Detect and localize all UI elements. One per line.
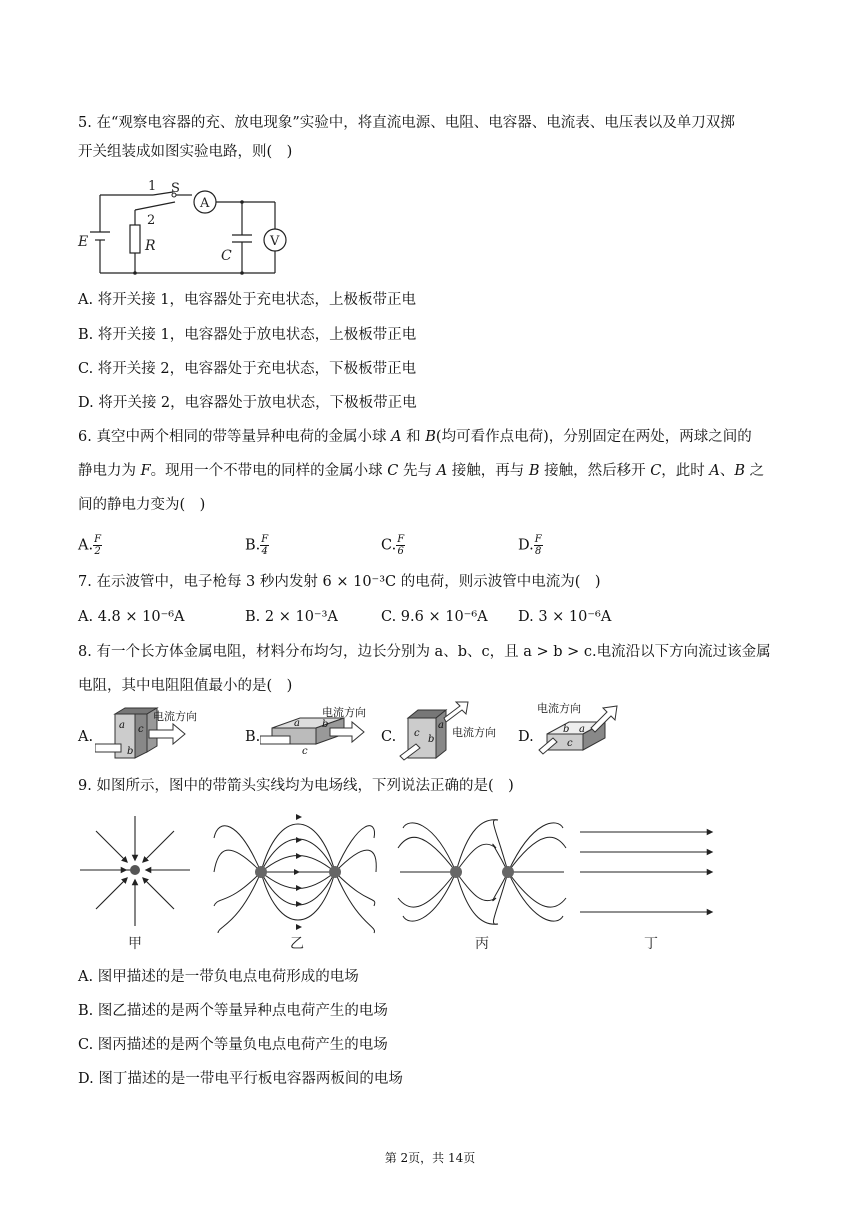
- q9-option-a: A. 图甲描述的是一带负电点电荷形成的电场: [78, 969, 359, 985]
- q5-stem-line2: 开关组装成如图实验电路，则( ): [78, 144, 293, 160]
- q8c-edge-b: b: [428, 734, 435, 745]
- q7-option-d: D. 3 × 10⁻⁶A: [518, 609, 612, 625]
- q8d-edge-a: a: [579, 724, 585, 735]
- q8d-edge-b: b: [563, 724, 570, 735]
- circuit-label-r: R: [145, 238, 156, 254]
- circuit-label-e: E: [78, 234, 89, 250]
- q8a-flow-label: 电流方向: [153, 710, 197, 723]
- circuit-label-1: 1: [148, 180, 157, 194]
- q6-stem-line1: 6. 真空中两个相同的带等量异种电荷的金属小球 A 和 B(均可看作点电荷)，分别固定在两处，两球之间的: [78, 429, 752, 445]
- fig-label-ding: 丁: [644, 936, 658, 952]
- page-footer: 第 2页，共 14页: [384, 1151, 476, 1165]
- circuit-label-2: 2: [147, 213, 156, 228]
- q5-stem-line1: 5. 在“观察电容器的充、放电现象”实验中，将直流电源、电阻、电容器、电流表、电压表以及单刀双掷: [78, 115, 735, 131]
- q8-option-c-label: C.: [381, 729, 397, 745]
- q8-stem-line2: 电阻，其中电阻阻值最小的是( ): [78, 678, 293, 694]
- q6-stem-line2: 静电力为 F。现用一个不带电的同样的金属小球 C 先与 A 接触，再与 B 接触，然后移开 C，此时 A、B 之: [78, 463, 765, 479]
- q6-option-d: D. $\frac{F}{8}$: [518, 534, 542, 557]
- q8-option-b-label: B.: [245, 729, 261, 745]
- q7-option-a: A. 4.8 × 10⁻⁶A: [78, 609, 185, 625]
- q8a-edge-b: b: [127, 746, 134, 757]
- q9-option-b: B. 图乙描述的是两个等量异种点电荷产生的电场: [78, 1003, 388, 1019]
- q9-stem: 9. 如图所示，图中的带箭头实线均为电场线，下列说法正确的是( ): [78, 778, 514, 794]
- q6-option-a: A. $\frac{F}{2}$: [78, 534, 102, 557]
- voltmeter-label: V: [270, 234, 280, 249]
- q8-option-a-figure: [95, 706, 215, 762]
- q6-option-c: C. $\frac{F}{6}$: [381, 534, 405, 557]
- q8b-edge-b: b: [322, 719, 329, 730]
- fig-label-yi: 乙: [290, 936, 304, 952]
- q6-option-b: B. $\frac{F}{4}$: [245, 534, 269, 557]
- q8c-edge-c: c: [414, 728, 420, 739]
- q9-field-figures: [78, 808, 728, 956]
- q7-stem: 7. 在示波管中，电子枪每 3 秒内发射 6 × 10⁻³C 的电荷，则示波管中电流为( ): [78, 574, 601, 590]
- q8d-edge-c: c: [567, 738, 573, 749]
- q9-option-c: C. 图丙描述的是两个等量负电点电荷产生的电场: [78, 1037, 388, 1053]
- q7-option-c: C. 9.6 × 10⁻⁶A: [381, 609, 488, 625]
- q8a-edge-c: c: [138, 724, 144, 735]
- q7-option-b: B. 2 × 10⁻³A: [245, 609, 338, 625]
- q8b-edge-a: a: [294, 718, 300, 729]
- q8-option-b-figure: [260, 706, 380, 762]
- q8c-edge-a: a: [438, 720, 444, 731]
- q8b-edge-c: c: [302, 746, 308, 757]
- q5-option-b: B. 将开关接 1，电容器处于放电状态，上极板带正电: [78, 327, 417, 343]
- q8c-flow-label: 电流方向: [452, 726, 496, 739]
- q9-option-d: D. 图丁描述的是一带电平行板电容器两板间的电场: [78, 1071, 403, 1087]
- q8-option-d-label: D.: [518, 729, 534, 745]
- q5-option-d: D. 将开关接 2，电容器处于放电状态，下极板带正电: [78, 395, 417, 411]
- q8-option-a-label: A.: [78, 729, 94, 745]
- ammeter-label: A: [200, 196, 210, 211]
- q8b-flow-label: 电流方向: [322, 706, 366, 719]
- q5-option-a: A. 将开关接 1，电容器处于充电状态，上极板带正电: [78, 292, 417, 308]
- q8-stem-line1: 8. 有一个长方体金属电阻，材料分布均匀，边长分别为 a、b、c，且 a > b > c.电流沿以下方向流过该金属: [78, 644, 771, 660]
- q5-option-c: C. 将开关接 2，电容器处于充电状态，下极板带正电: [78, 361, 417, 377]
- q5-circuit-diagram: [75, 180, 305, 280]
- q6-stem-line3: 间的静电力变为( ): [78, 497, 206, 513]
- q8-option-d-figure: [535, 698, 655, 766]
- q8d-flow-label: 电流方向: [537, 702, 581, 715]
- circuit-label-c: C: [221, 248, 232, 264]
- fig-label-jia: 甲: [128, 936, 142, 952]
- q8a-edge-a: a: [119, 720, 125, 731]
- q8-option-c-figure: [398, 698, 518, 764]
- fig-label-bing: 丙: [475, 936, 489, 952]
- circuit-label-s: S: [171, 181, 180, 196]
